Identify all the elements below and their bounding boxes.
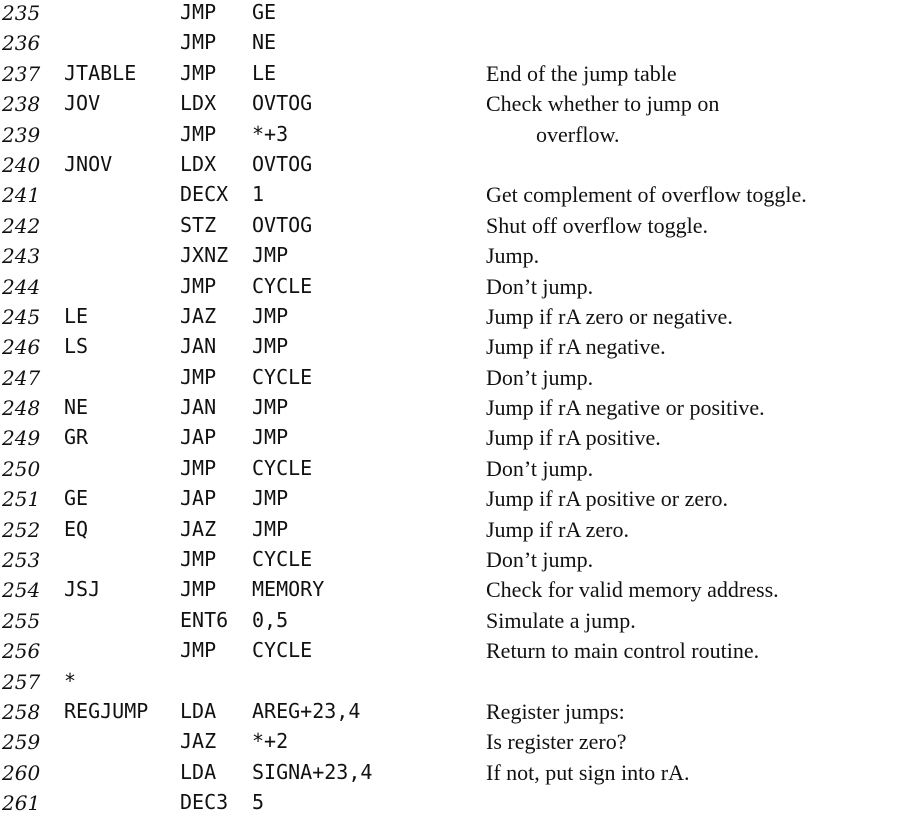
line-number: 242 [2,213,41,238]
listing-line [0,729,915,759]
listing-line [0,182,915,212]
label-field: JNOV [64,151,113,176]
line-number: 248 [2,396,41,421]
listing-line [0,243,915,273]
address-field: *+2 [252,729,289,754]
address-field: JMP [252,334,289,359]
line-number: 257 [2,669,41,694]
opcode-field: JMP [180,121,217,146]
line-number: 256 [2,639,41,664]
comment-field: End of the jump table [486,60,677,86]
address-field: NE [252,30,277,55]
line-number: 244 [2,274,41,299]
label-field: EQ [64,516,89,541]
listing-line [0,760,915,790]
comment-field: Simulate a jump. [486,607,636,633]
listing-line [0,122,915,152]
comment-field: Jump if rA negative or positive. [486,395,765,421]
line-number: 261 [2,791,41,816]
opcode-field: ENT6 [180,607,229,632]
line-number: 235 [2,1,41,25]
comment-field: Jump. [486,243,540,269]
address-field: OVTOG [252,151,313,176]
label-field: NE [64,395,89,420]
listing-line [0,395,915,425]
address-field: OVTOG [252,212,313,237]
label-field: JSJ [64,577,101,602]
address-field: JMP [252,425,289,450]
opcode-field: JAN [180,395,217,420]
line-number: 249 [2,426,41,451]
comment-field: Check whether to jump on [486,91,720,117]
comment-field: Shut off overflow toggle. [486,212,709,238]
address-field: SIGNA+23,4 [252,759,373,784]
opcode-field: JMP [180,30,217,55]
line-number: 237 [2,61,41,86]
address-field: CYCLE [252,547,313,572]
opcode-field: DECX [180,182,229,207]
address-field: *+3 [252,121,289,146]
address-field: JMP [252,395,289,420]
comment-field: Jump if rA zero or negative. [486,303,733,329]
address-field: AREG+23,4 [252,698,361,723]
label-field: GR [64,425,89,450]
line-number: 254 [2,578,41,603]
listing-line [0,91,915,121]
address-field: 5 [252,790,265,815]
opcode-field: JAN [180,334,217,359]
line-number: 259 [2,730,41,755]
comment-field: Don’t jump. [486,364,594,390]
address-field: JMP [252,516,289,541]
line-number: 247 [2,365,41,390]
opcode-field: JXNZ [180,243,229,268]
comment-field: Don’t jump. [486,273,594,299]
label-field: REGJUMP [64,698,149,723]
address-field: MEMORY [252,577,325,602]
comment-field: Get complement of overflow toggle. [486,182,807,208]
opcode-field: JAZ [180,516,217,541]
line-number: 238 [2,92,41,117]
line-number: 250 [2,456,41,481]
line-number: 258 [2,699,41,724]
opcode-field: STZ [180,212,217,237]
opcode-field: JMP [180,60,217,85]
line-number: 240 [2,152,41,177]
comment-field: Return to main control routine. [486,638,760,664]
address-field: 0,5 [252,607,289,632]
line-number: 239 [2,122,41,147]
comment-field: Jump if rA positive or zero. [486,486,728,512]
address-field: JMP [252,243,289,268]
address-field: OVTOG [252,91,313,116]
comment-field: Don’t jump. [486,547,594,573]
line-number: 245 [2,304,41,329]
comment-field: If not, put sign into rA. [486,759,690,785]
label-field: JOV [64,91,101,116]
listing-line [0,577,915,607]
comment-field: Don’t jump. [486,455,594,481]
listing-line [0,334,915,364]
listing-line [0,152,915,182]
listing-line [0,425,915,455]
line-number: 255 [2,608,41,633]
address-field: JMP [252,486,289,511]
opcode-field: JMP [180,364,217,389]
opcode-field: LDA [180,759,217,784]
label-field: JTABLE [64,60,137,85]
address-field: CYCLE [252,638,313,663]
listing-line [0,486,915,516]
opcode-field: LDX [180,151,217,176]
listing-line [0,61,915,91]
opcode-field: JAP [180,425,217,450]
opcode-field: JMP [180,547,217,572]
address-field: JMP [252,303,289,328]
listing-line [0,213,915,243]
label-field: LS [64,334,89,359]
opcode-field: JMP [180,577,217,602]
opcode-field: DEC3 [180,790,229,815]
comment-field: Jump if rA negative. [486,334,666,360]
listing-line [0,30,915,60]
listing-line [0,699,915,729]
opcode-field: JMP [180,273,217,298]
line-number: 252 [2,517,41,542]
opcode-field: JAZ [180,729,217,754]
listing-line [0,0,915,30]
comment-field: Jump if rA positive. [486,425,661,451]
line-number: 243 [2,244,41,269]
listing-line [0,608,915,638]
address-field: CYCLE [252,455,313,480]
label-field: GE [64,486,89,511]
listing-line [0,547,915,577]
line-number: 251 [2,487,41,512]
address-field: 1 [252,182,265,207]
address-field: CYCLE [252,273,313,298]
line-number: 241 [2,183,41,208]
listing-line [0,304,915,334]
opcode-field: JMP [180,638,217,663]
opcode-field: JMP [180,455,217,480]
comment-field: Is register zero? [486,729,627,755]
line-number: 246 [2,335,41,360]
listing-line [0,517,915,547]
opcode-field: LDA [180,698,217,723]
line-number: 253 [2,548,41,573]
listing-line [0,638,915,668]
opcode-field: LDX [180,91,217,116]
comment-field: Check for valid memory address. [486,577,779,603]
listing-line [0,365,915,395]
listing-line [0,790,915,820]
line-number: 260 [2,760,41,785]
comment-field: Jump if rA zero. [486,516,629,542]
listing-line [0,456,915,486]
address-field: CYCLE [252,364,313,389]
comment-field: overflow. [536,121,620,147]
label-field: LE [64,303,89,328]
opcode-field: JAZ [180,303,217,328]
label-field: * [64,668,77,693]
listing-line [0,274,915,304]
listing-line [0,669,915,699]
line-number: 236 [2,31,41,56]
address-field: GE [252,0,277,24]
opcode-field: JMP [180,0,217,24]
opcode-field: JAP [180,486,217,511]
address-field: LE [252,60,277,85]
comment-field: Register jumps: [486,698,625,724]
